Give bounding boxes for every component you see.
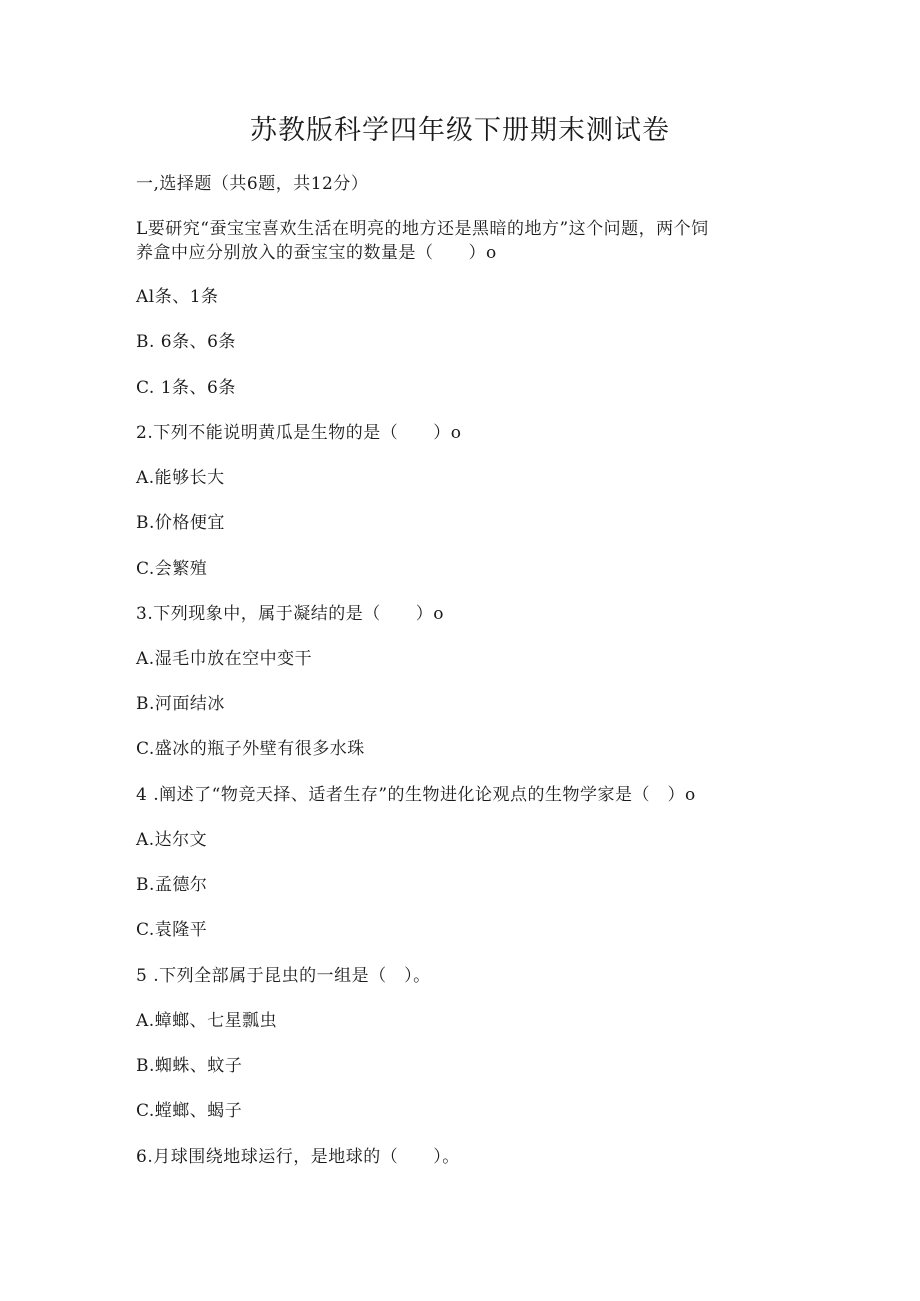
question-4-option-a: A.达尔文 <box>136 830 208 850</box>
question-2-option-a: A.能够长大 <box>136 468 225 488</box>
question-5-option-a: A.蟑螂、七星瓢虫 <box>136 1011 278 1031</box>
question-5-option-c: C.螳螂、蝎子 <box>136 1101 243 1121</box>
question-1-stem-line2: 养盒中应分别放入的蚕宝宝的数量是（ ）o <box>136 243 497 263</box>
question-3-stem: 3.下列现象中，属于凝结的是（ ）o <box>136 604 444 624</box>
section-heading: 一,选择题（共6题，共12分） <box>136 174 369 194</box>
question-5-stem: 5 .下列全部属于昆虫的一组是（ ）。 <box>136 966 431 986</box>
page-title: 苏教版科学四年级下册期末测试卷 <box>250 115 670 146</box>
question-1-option-b: B. 6条、6条 <box>136 332 236 352</box>
question-6-stem: 6.月球围绕地球运行，是地球的（ ）。 <box>136 1147 460 1167</box>
question-2-option-b: B.价格便宜 <box>136 513 225 533</box>
question-1-option-c: C. 1条、6条 <box>136 378 236 398</box>
question-4-option-c: C.袁隆平 <box>136 920 208 940</box>
question-4-stem: 4 .阐述了“物竞天择、适者生存”的生物进化论观点的生物学家是（ ）o <box>136 785 696 805</box>
question-5-option-b: B.蜘蛛、蚊子 <box>136 1056 243 1076</box>
question-2-stem: 2.下列不能说明黄瓜是生物的是（ ）o <box>136 423 462 443</box>
question-2-option-c: C.会繁殖 <box>136 559 208 579</box>
question-4-option-b: B.孟德尔 <box>136 875 208 895</box>
question-3-option-a: A.湿毛巾放在空中变干 <box>136 649 313 669</box>
question-1-stem-line1: L要研究“蚕宝宝喜欢生活在明亮的地方还是黑暗的地方”这个问题，两个饲 <box>136 219 709 239</box>
question-1-option-a: Al条、1条 <box>136 287 219 307</box>
question-3-option-c: C.盛冰的瓶子外壁有很多水珠 <box>136 739 365 759</box>
question-3-option-b: B.河面结冰 <box>136 694 225 714</box>
